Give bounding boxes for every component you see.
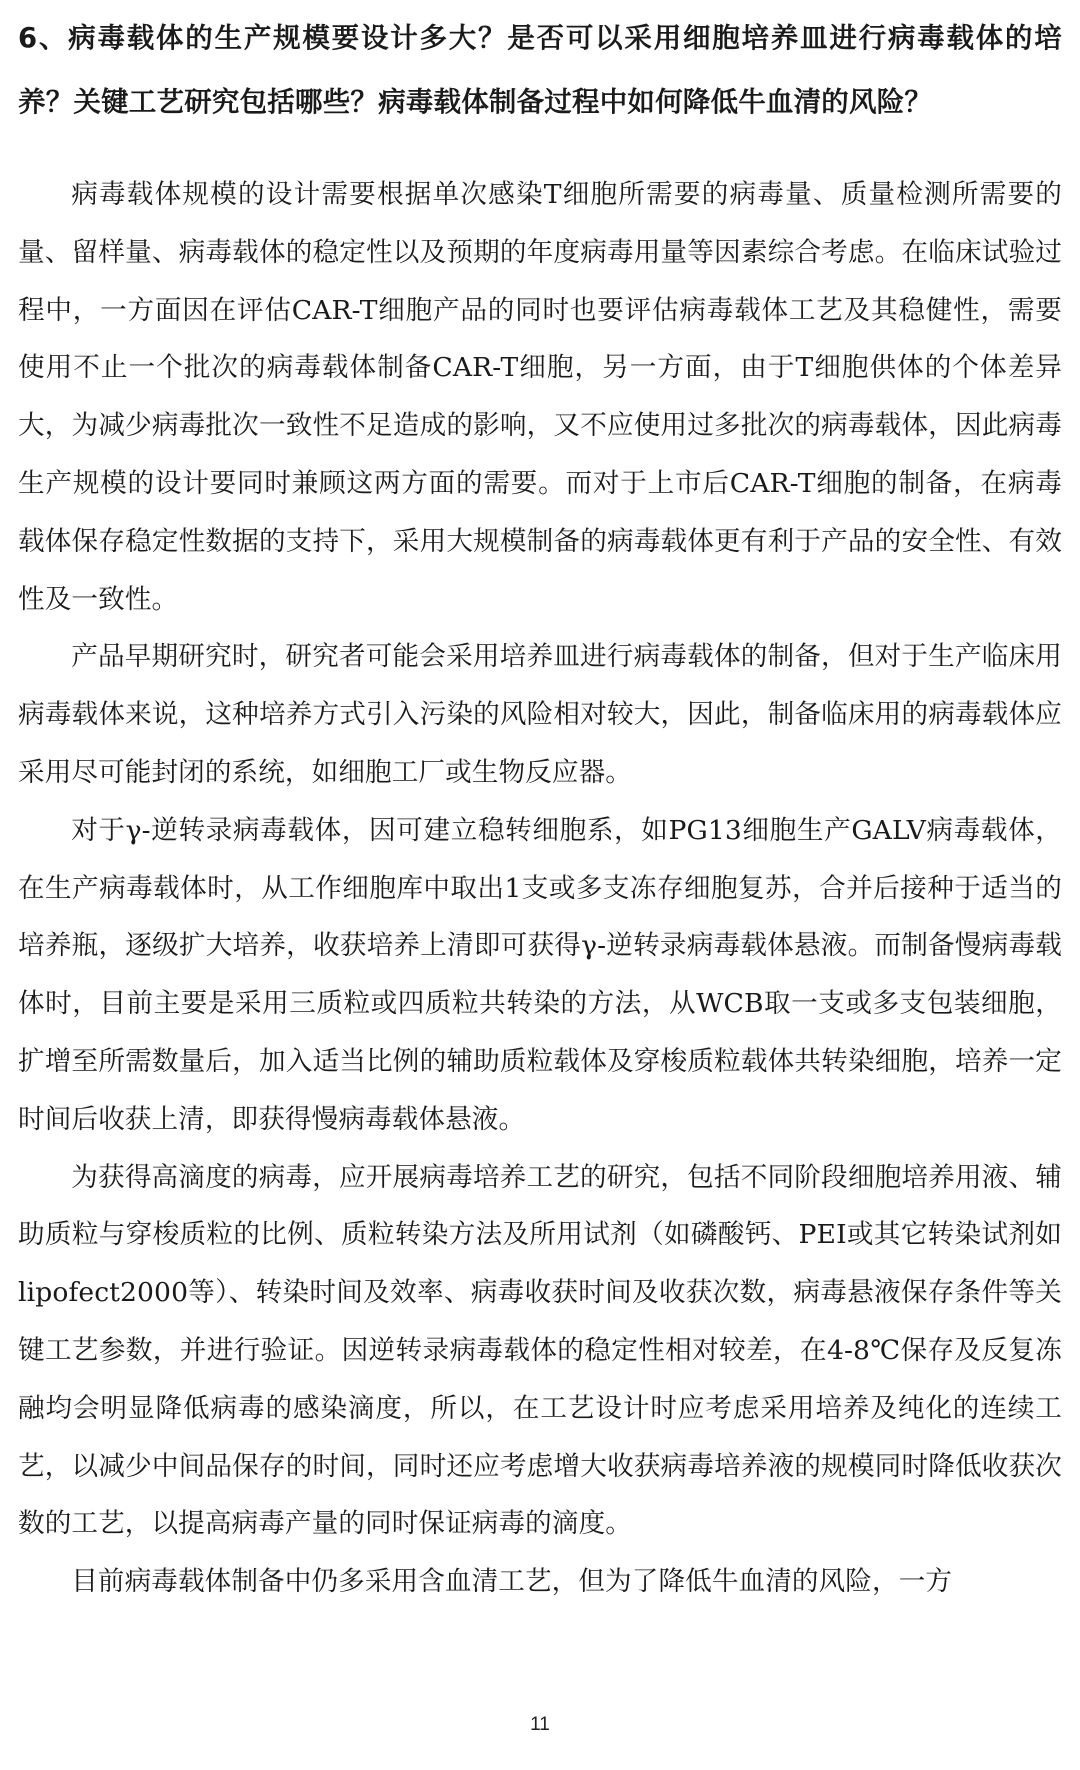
page-number: 11: [530, 1714, 550, 1735]
paragraph-culture-dish: 产品早期研究时，研究者可能会采用培养皿进行病毒载体的制备，但对于生产临床用病毒载体来说，这种培养方式引入污染的风险相对较大，因此，制备临床用的病毒载体应采用尽可能封闭的系统，如细胞工厂或生物反应器。: [18, 641, 1062, 788]
paragraph-vector-production: 对于γ-逆转录病毒载体，因可建立稳转细胞系，如PG13细胞生产GALV病毒载体，在生产病毒载体时，从工作细胞库中取出1支或多支冻存细胞复苏，合并后接种于适当的培养瓶，逐级扩大培养，收获培养上清即可获得γ-逆转录病毒载体悬液。而制备慢病毒载体时，目前主要是采用三质粒或四质粒共转染的方法，从WCB取一支或多支包装细胞，扩增至所需数量后，加入适当比例的辅助质粒载体及穿梭质粒载体共转染细胞，培养一定时间后收获上清，即获得慢病毒载体悬液。: [18, 814, 1062, 1135]
paragraph-process-research: 为获得高滴度的病毒，应开展病毒培养工艺的研究，包括不同阶段细胞培养用液、辅助质粒与穿梭质粒的比例、质粒转染方法及所用试剂（如磷酸钙、PEI或其它转染试剂如lipofect2000等）、转染时间及效率、病毒收获时间及收获次数，病毒悬液保存条件等关键工艺参数，并进行验证。因逆转录病毒载体的稳定性相对较差，在4-8℃保存及反复冻融均会明显降低病毒的感染滴度，所以，在工艺设计时应考虑采用培养及纯化的连续工艺，以减少中间品保存的时间，同时还应考虑增大收获病毒培养液的规模同时降低收获次数的工艺，以提高病毒产量的同时保证病毒的滴度。: [18, 1161, 1062, 1540]
body-text: [18, 166, 1062, 1611]
section-heading: 6、病毒载体的生产规模要设计多大？是否可以采用细胞培养皿进行病毒载体的培养？关键工艺研究包括哪些？病毒载体制备过程中如何降低牛血清的风险？: [18, 22, 1062, 118]
paragraph-serum-risk: 目前病毒载体制备中仍多采用含血清工艺，但为了降低牛血清的风险，一方: [71, 1566, 953, 1598]
paragraph-scale-design: 病毒载体规模的设计需要根据单次感染T细胞所需要的病毒量、质量检测所需要的量、留样量、病毒载体的稳定性以及预期的年度病毒用量等因素综合考虑。在临床试验过程中，一方面因在评估CAR-T细胞产品的同时也要评估病毒载体工艺及其稳健性，需要使用不止一个批次的病毒载体制备CAR-T细胞，另一方面，由于T细胞供体的个体差异大，为减少病毒批次一致性不足造成的影响，又不应使用过多批次的病毒载体，因此病毒生产规模的设计要同时兼顾这两方面的需要。而对于上市后CAR-T细胞的制备，在病毒载体保存稳定性数据的支持下，采用大规模制备的病毒载体更有利于产品的安全性、有效性及一致性。: [18, 179, 1062, 615]
